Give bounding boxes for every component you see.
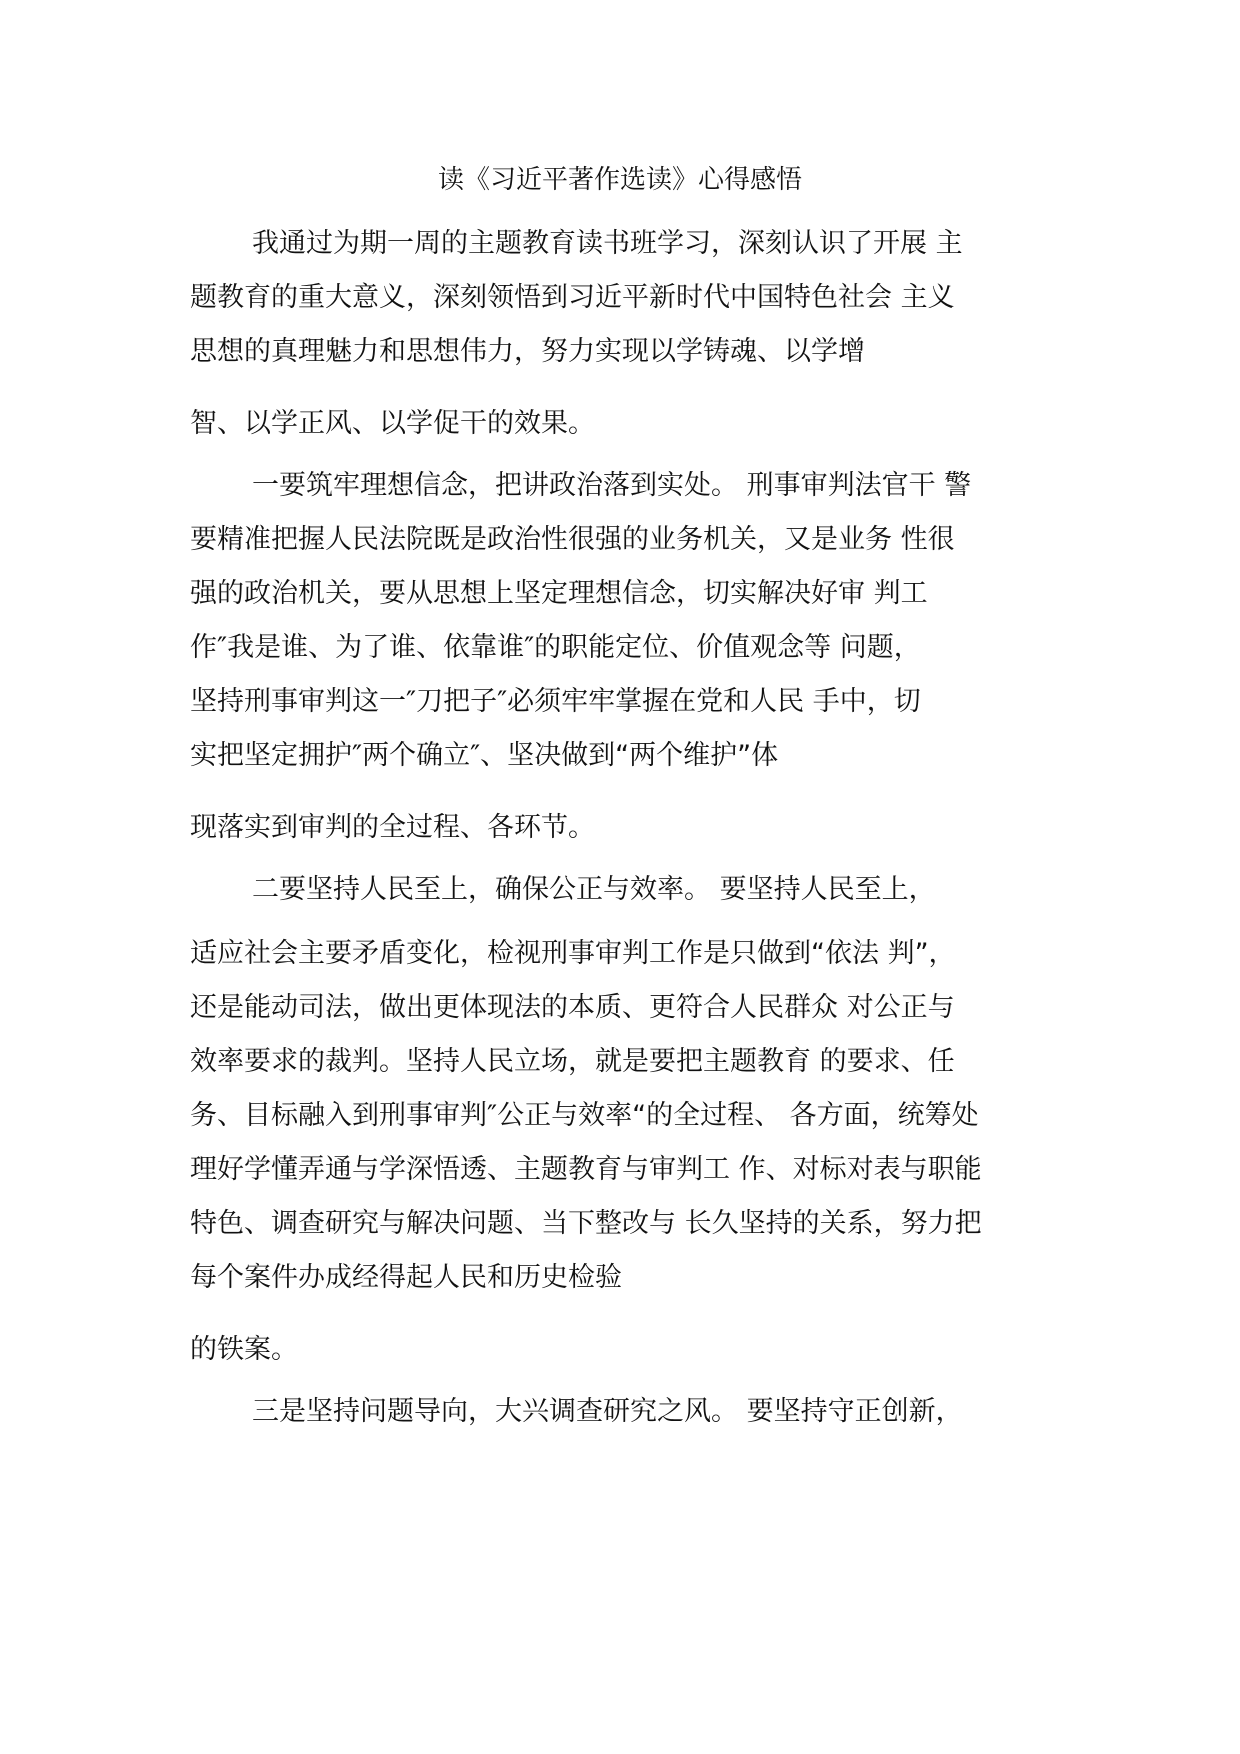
paragraph-2-line-6: 实把坚定拥护″两个确立″、坚决做到“两个维护”体 [190,740,779,771]
paragraph-2-line-7: 现落实到审判的全过程、各环节。 [190,812,595,843]
document-title: 读《习近平著作选读》心得感悟 [437,165,802,195]
paragraph-2-line-2: 要精准把握人民法院既是政治性很强的业务机关，又是业务 性很 [190,524,955,555]
paragraph-2-line-3: 强的政治机关，要从思想上坚定理想信念，切实解决好审 判工 [190,578,928,609]
paragraph-3-line-6: 理好学懂弄通与学深悟透、主题教育与审判工 作、对标对表与职能 [190,1154,982,1185]
paragraph-3-line-4: 效率要求的裁判。坚持人民立场，就是要把主题教育 的要求、任 [190,1046,955,1077]
paragraph-2-line-1: 一要筑牢理想信念，把讲政治落到实处。 刑事审判法官干 警 [252,470,972,501]
paragraph-3-line-3: 还是能动司法，做出更体现法的本质、更符合人民群众 对公正与 [190,992,955,1023]
paragraph-1-line-4: 智、以学正风、以学促干的效果。 [190,408,595,439]
paragraph-1-line-2: 题教育的重大意义，深刻领悟到习近平新时代中国特色社会 主义 [190,282,955,313]
paragraph-3-line-1: 二要坚持人民至上，确保公正与效率。 要坚持人民至上， [252,874,936,905]
paragraph-1-line-1: 我通过为期一周的主题教育读书班学习，深刻认识了开展 主 [252,228,963,259]
paragraph-3-line-7: 特色、调查研究与解决问题、当下整改与 长久坚持的关系，努力把 [190,1208,982,1239]
paragraph-3-line-9: 的铁案。 [190,1334,298,1365]
paragraph-2-line-4: 作″我是谁、为了谁、依靠谁″的职能定位、价值观念等 问题， [190,632,921,663]
paragraph-2-line-5: 坚持刑事审判这一″刀把子″必须牢牢掌握在党和人民 手中，切 [190,686,921,717]
paragraph-4-line-1: 三是坚持问题导向，大兴调查研究之风。 要坚持守正创新， [252,1396,963,1427]
paragraph-3-line-5: 务、目标融入到刑事审判″公正与效率“的全过程、 各方面，统筹处 [190,1100,979,1131]
paragraph-1-line-3: 思想的真理魅力和思想伟力，努力实现以学铸魂、以学增 [190,336,865,367]
paragraph-3-line-2: 适应社会主要矛盾变化，检视刑事审判工作是只做到“依法 判”， [190,938,956,969]
paragraph-3-line-8: 每个案件办成经得起人民和历史检验 [190,1262,622,1293]
